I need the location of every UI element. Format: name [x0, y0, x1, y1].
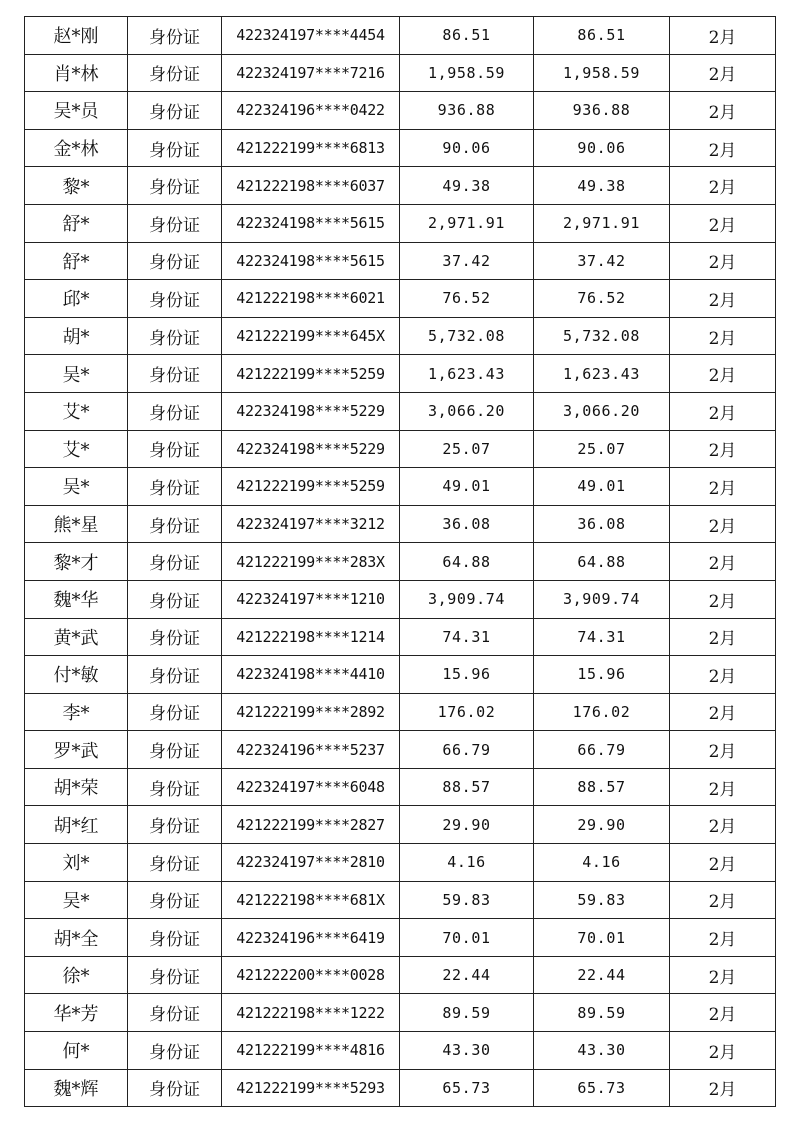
id-type-cell: 身份证	[128, 1069, 222, 1107]
amount-paid-cell: 86.51	[534, 17, 670, 55]
month-cell: 2月	[670, 956, 776, 994]
month-cell: 2月	[670, 505, 776, 543]
month-cell: 2月	[670, 580, 776, 618]
name-cell: 舒*	[25, 204, 128, 242]
table-row	[25, 505, 776, 543]
table-row	[25, 129, 776, 167]
amount-cell: 49.01	[400, 468, 534, 506]
amount-cell: 66.79	[400, 731, 534, 769]
amount-paid-cell: 36.08	[534, 505, 670, 543]
id-type-cell: 身份证	[128, 919, 222, 957]
table-row	[25, 167, 776, 205]
id-type-cell: 身份证	[128, 693, 222, 731]
id-number-cell: 421222199****283X	[222, 543, 400, 581]
id-number-cell: 421222199****5293	[222, 1069, 400, 1107]
id-number-cell: 422324197****6048	[222, 768, 400, 806]
amount-cell: 70.01	[400, 919, 534, 957]
name-cell: 刘*	[25, 844, 128, 882]
id-number-cell: 421222198****1214	[222, 618, 400, 656]
amount-cell: 1,958.59	[400, 54, 534, 92]
id-number-cell: 421222199****5259	[222, 468, 400, 506]
month-cell: 2月	[670, 17, 776, 55]
amount-cell: 43.30	[400, 1032, 534, 1070]
amount-paid-cell: 64.88	[534, 543, 670, 581]
name-cell: 肖*林	[25, 54, 128, 92]
id-type-cell: 身份证	[128, 17, 222, 55]
amount-paid-cell: 936.88	[534, 92, 670, 130]
month-cell: 2月	[670, 392, 776, 430]
table-row	[25, 17, 776, 55]
amount-paid-cell: 25.07	[534, 430, 670, 468]
amount-cell: 936.88	[400, 92, 534, 130]
month-cell: 2月	[670, 54, 776, 92]
month-cell: 2月	[670, 242, 776, 280]
amount-paid-cell: 2,971.91	[534, 204, 670, 242]
name-cell: 吴*员	[25, 92, 128, 130]
id-number-cell: 422324198****5615	[222, 204, 400, 242]
id-type-cell: 身份证	[128, 129, 222, 167]
name-cell: 付*敏	[25, 656, 128, 694]
table-row	[25, 317, 776, 355]
table-row	[25, 54, 776, 92]
amount-cell: 59.83	[400, 881, 534, 919]
id-number-cell: 421222199****2827	[222, 806, 400, 844]
table-row	[25, 430, 776, 468]
id-number-cell: 422324198****5229	[222, 392, 400, 430]
table-row	[25, 919, 776, 957]
amount-cell: 176.02	[400, 693, 534, 731]
table-row	[25, 806, 776, 844]
name-cell: 徐*	[25, 956, 128, 994]
table-row	[25, 580, 776, 618]
name-cell: 吴*	[25, 468, 128, 506]
name-cell: 舒*	[25, 242, 128, 280]
id-number-cell: 421222198****681X	[222, 881, 400, 919]
id-type-cell: 身份证	[128, 1032, 222, 1070]
amount-cell: 29.90	[400, 806, 534, 844]
amount-cell: 4.16	[400, 844, 534, 882]
id-type-cell: 身份证	[128, 505, 222, 543]
id-type-cell: 身份证	[128, 768, 222, 806]
id-number-cell: 422324197****7216	[222, 54, 400, 92]
id-number-cell: 422324198****4410	[222, 656, 400, 694]
name-cell: 胡*荣	[25, 768, 128, 806]
amount-cell: 1,623.43	[400, 355, 534, 393]
amount-paid-cell: 22.44	[534, 956, 670, 994]
table-row	[25, 768, 776, 806]
id-number-cell: 421222198****6021	[222, 280, 400, 318]
id-type-cell: 身份证	[128, 994, 222, 1032]
table-row	[25, 242, 776, 280]
amount-cell: 25.07	[400, 430, 534, 468]
amount-cell: 89.59	[400, 994, 534, 1032]
table-row	[25, 204, 776, 242]
table-row	[25, 1069, 776, 1107]
id-type-cell: 身份证	[128, 92, 222, 130]
amount-paid-cell: 65.73	[534, 1069, 670, 1107]
amount-cell: 86.51	[400, 17, 534, 55]
name-cell: 华*芳	[25, 994, 128, 1032]
amount-cell: 74.31	[400, 618, 534, 656]
table-row	[25, 693, 776, 731]
month-cell: 2月	[670, 693, 776, 731]
month-cell: 2月	[670, 355, 776, 393]
id-number-cell: 422324196****0422	[222, 92, 400, 130]
amount-paid-cell: 37.42	[534, 242, 670, 280]
name-cell: 黄*武	[25, 618, 128, 656]
amount-paid-cell: 4.16	[534, 844, 670, 882]
table-row	[25, 280, 776, 318]
id-number-cell: 422324198****5229	[222, 430, 400, 468]
amount-paid-cell: 89.59	[534, 994, 670, 1032]
table-row	[25, 731, 776, 769]
name-cell: 吴*	[25, 881, 128, 919]
table-row	[25, 656, 776, 694]
month-cell: 2月	[670, 430, 776, 468]
table-row	[25, 92, 776, 130]
amount-paid-cell: 49.01	[534, 468, 670, 506]
id-number-cell: 422324196****5237	[222, 731, 400, 769]
month-cell: 2月	[670, 881, 776, 919]
id-number-cell: 421222199****6813	[222, 129, 400, 167]
month-cell: 2月	[670, 280, 776, 318]
amount-cell: 36.08	[400, 505, 534, 543]
id-type-cell: 身份证	[128, 242, 222, 280]
month-cell: 2月	[670, 468, 776, 506]
name-cell: 熊*星	[25, 505, 128, 543]
month-cell: 2月	[670, 806, 776, 844]
name-cell: 胡*全	[25, 919, 128, 957]
id-number-cell: 422324197****4454	[222, 17, 400, 55]
id-type-cell: 身份证	[128, 317, 222, 355]
id-number-cell: 422324197****2810	[222, 844, 400, 882]
amount-paid-cell: 59.83	[534, 881, 670, 919]
id-number-cell: 421222198****6037	[222, 167, 400, 205]
id-type-cell: 身份证	[128, 280, 222, 318]
amount-paid-cell: 5,732.08	[534, 317, 670, 355]
amount-paid-cell: 74.31	[534, 618, 670, 656]
id-type-cell: 身份证	[128, 355, 222, 393]
roster-table	[24, 16, 776, 1107]
month-cell: 2月	[670, 994, 776, 1032]
name-cell: 艾*	[25, 392, 128, 430]
name-cell: 黎*	[25, 167, 128, 205]
amount-paid-cell: 70.01	[534, 919, 670, 957]
id-type-cell: 身份证	[128, 618, 222, 656]
month-cell: 2月	[670, 1069, 776, 1107]
amount-cell: 88.57	[400, 768, 534, 806]
amount-paid-cell: 49.38	[534, 167, 670, 205]
table-row	[25, 618, 776, 656]
name-cell: 赵*刚	[25, 17, 128, 55]
name-cell: 何*	[25, 1032, 128, 1070]
amount-cell: 5,732.08	[400, 317, 534, 355]
name-cell: 魏*辉	[25, 1069, 128, 1107]
amount-paid-cell: 66.79	[534, 731, 670, 769]
amount-paid-cell: 3,066.20	[534, 392, 670, 430]
name-cell: 胡*红	[25, 806, 128, 844]
name-cell: 魏*华	[25, 580, 128, 618]
amount-paid-cell: 176.02	[534, 693, 670, 731]
name-cell: 罗*武	[25, 731, 128, 769]
id-number-cell: 422324198****5615	[222, 242, 400, 280]
id-type-cell: 身份证	[128, 656, 222, 694]
month-cell: 2月	[670, 844, 776, 882]
table-row	[25, 392, 776, 430]
amount-cell: 3,909.74	[400, 580, 534, 618]
month-cell: 2月	[670, 167, 776, 205]
id-number-cell: 422324197****1210	[222, 580, 400, 618]
amount-paid-cell: 1,958.59	[534, 54, 670, 92]
amount-cell: 15.96	[400, 656, 534, 694]
amount-cell: 76.52	[400, 280, 534, 318]
amount-paid-cell: 3,909.74	[534, 580, 670, 618]
id-type-cell: 身份证	[128, 167, 222, 205]
amount-paid-cell: 1,623.43	[534, 355, 670, 393]
month-cell: 2月	[670, 129, 776, 167]
id-number-cell: 422324197****3212	[222, 505, 400, 543]
month-cell: 2月	[670, 731, 776, 769]
id-number-cell: 421222200****0028	[222, 956, 400, 994]
month-cell: 2月	[670, 204, 776, 242]
amount-paid-cell: 29.90	[534, 806, 670, 844]
id-number-cell: 421222199****645X	[222, 317, 400, 355]
amount-cell: 22.44	[400, 956, 534, 994]
month-cell: 2月	[670, 919, 776, 957]
month-cell: 2月	[670, 656, 776, 694]
id-type-cell: 身份证	[128, 881, 222, 919]
name-cell: 吴*	[25, 355, 128, 393]
id-type-cell: 身份证	[128, 844, 222, 882]
amount-cell: 3,066.20	[400, 392, 534, 430]
amount-paid-cell: 90.06	[534, 129, 670, 167]
table-row	[25, 355, 776, 393]
amount-paid-cell: 88.57	[534, 768, 670, 806]
name-cell: 邱*	[25, 280, 128, 318]
id-number-cell: 421222199****4816	[222, 1032, 400, 1070]
month-cell: 2月	[670, 618, 776, 656]
amount-paid-cell: 15.96	[534, 656, 670, 694]
table-row	[25, 956, 776, 994]
name-cell: 金*林	[25, 129, 128, 167]
table-row	[25, 543, 776, 581]
id-type-cell: 身份证	[128, 54, 222, 92]
id-type-cell: 身份证	[128, 806, 222, 844]
id-type-cell: 身份证	[128, 468, 222, 506]
table-row	[25, 844, 776, 882]
table-row	[25, 881, 776, 919]
id-number-cell: 421222198****1222	[222, 994, 400, 1032]
id-number-cell: 421222199****5259	[222, 355, 400, 393]
month-cell: 2月	[670, 317, 776, 355]
id-number-cell: 421222199****2892	[222, 693, 400, 731]
amount-paid-cell: 43.30	[534, 1032, 670, 1070]
amount-cell: 90.06	[400, 129, 534, 167]
month-cell: 2月	[670, 543, 776, 581]
amount-cell: 64.88	[400, 543, 534, 581]
name-cell: 胡*	[25, 317, 128, 355]
amount-cell: 65.73	[400, 1069, 534, 1107]
amount-cell: 49.38	[400, 167, 534, 205]
name-cell: 黎*才	[25, 543, 128, 581]
name-cell: 艾*	[25, 430, 128, 468]
table-row	[25, 1032, 776, 1070]
roster-table-body	[25, 17, 776, 1107]
id-type-cell: 身份证	[128, 731, 222, 769]
id-type-cell: 身份证	[128, 956, 222, 994]
id-type-cell: 身份证	[128, 204, 222, 242]
id-number-cell: 422324196****6419	[222, 919, 400, 957]
amount-cell: 2,971.91	[400, 204, 534, 242]
month-cell: 2月	[670, 92, 776, 130]
amount-paid-cell: 76.52	[534, 280, 670, 318]
table-row	[25, 468, 776, 506]
month-cell: 2月	[670, 1032, 776, 1070]
id-type-cell: 身份证	[128, 543, 222, 581]
id-type-cell: 身份证	[128, 580, 222, 618]
id-type-cell: 身份证	[128, 430, 222, 468]
id-type-cell: 身份证	[128, 392, 222, 430]
month-cell: 2月	[670, 768, 776, 806]
table-row	[25, 994, 776, 1032]
amount-cell: 37.42	[400, 242, 534, 280]
name-cell: 李*	[25, 693, 128, 731]
